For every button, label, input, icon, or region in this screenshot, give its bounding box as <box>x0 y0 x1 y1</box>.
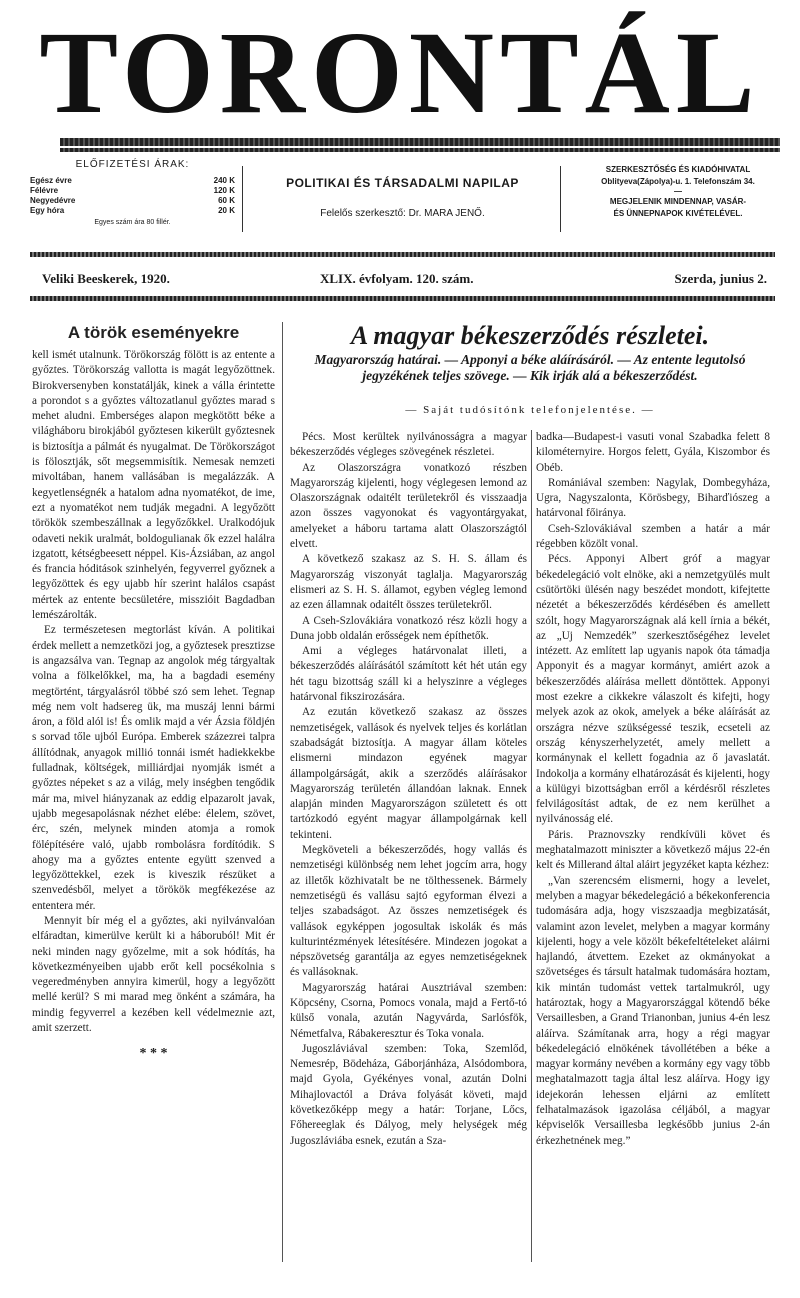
price-row: Félévre 120 K <box>30 186 235 195</box>
paragraph: Romániával szemben: Nagylak, Dombegyháza, Ugra, Nagyszalonta, Körösbegy, Biharďiószeg a határvonal főiránya. <box>536 476 770 520</box>
paragraph: Cseh-Szlovákiával szemben a határ a már régebben közölt vonal. <box>536 522 770 551</box>
column-divider <box>531 430 532 1262</box>
left-article-heading: A török eseményekre <box>67 323 240 342</box>
paragraph: A Cseh-Szlovákiára vonatkozó rész közli hogy a Duna jobb oldalán erősségek nem építhetők. <box>290 614 527 642</box>
header-rule <box>30 252 775 257</box>
paragraph: kell ismét utalnunk. Törökország fölött is az entente a győztes. Törökország vallotta is magát legyőzöttnek. Birokversenyben konstatálják, kinek a válla érintette a porondot s a győztes változatlanul győztes marad s mehet aludni. Emberséges alapon megkötött béke a világháboru birokjából győztesen kikerült győztesnek is biztosítja a pálmát és nyugalmat. De Törökországot is fölosztják, sőt megsemmisítik. Nemesak nemzeti mivoltában, hanem vallásában is megalázzák. A kegyetlenségnék a hatalom adna nyomatékot, de ime, ezt a nyomatékot nem tudják megadni. A legyőzött törökök szembeszállnak a legyőzőkkel. Uralkodójuk odaveti nekik uralmát, boldogulianak ők ezzel halálra izgatott, kétségbeesett néppel. Kis-Ázsiában, az angol és francia hóditások szinhelyén, fegyverrel győznek a legyőzöttek és egy ujabb hír szerint halálos csapást mértek az entente becsületére, misszióit Bagdadban lemészárolták. <box>32 349 275 622</box>
paragraph: Páris. Praznovszky rendkívüli követ és meghatalmazott miniszter a következő május 22-én kelt és Millerand által aláirt jegyzéket kapta kézhez: <box>536 828 770 872</box>
paragraph: badka—Budapest-i vasuti vonal Szabadka felett 8 kilométernyire. Horgos felett, Gyála, Kiszombor és Obéb. <box>536 431 770 474</box>
editor-line: Felelős szerkesztő: Dr. MARA JENŐ. <box>320 208 485 219</box>
info-bar <box>30 160 775 256</box>
dateline-day: Szerda, junius 2. <box>674 271 767 286</box>
paragraph: „Van szerencsém elismerni, hogy a levelet, melyben a magyar békedelegáció a békekonferencia tudomására adja, hogy viszszaadja megbizatását, valamint azon levelet, melyben a magyar kormány kijelenti, hogy a vele közölt békefeltételeket aláirni hajlandó, átvettem. Ezeket az okmányokat a szövetséges és társult hatalmak tudomására hoztam, kik mintán tudomást vettek tartalmukról, ugy határoztak, hogy a Magyarországgal kötendő béke Versaillesben, a Grand Trianonban, junius 4-én lesz aláírva. Számítanak arra, hogy a régi magyar békedelegáció elnökének távollétében a béke a magyar kormány nevében a kormány egy vagy több meghatalmazott tagja által lesz aláírva. Hogy igy idejekorán lehessen eljárni az említett felhatalmazások igazolása céljából, a magyar képviselők Versaillesba legkésőbb junius 2-án érkezhetnének meg.” <box>536 874 770 1147</box>
paper-subtitle: POLITIKAI ÉS TÁRSADALMI NAPILAP <box>286 176 519 190</box>
paragraph: Ami a végleges határvonalat illeti, a békeszerződés aláírásától számított két hét után egy hét tagu bizottság száll ki a helyszinre a végleges határvonal fikszirozására. <box>290 645 527 704</box>
main-article-subtitle: Magyarország határai. — Apponyi a béke aláírásáról. — Az entente legutolsó jegyzékének teljes szövege. — Kik irják alá a békeszerződést. <box>314 352 746 383</box>
dateline-place: Veliki Beeskerek, 1920. <box>42 271 170 286</box>
paragraph: A következő szakasz az S. H. S. állam és Magyarország viszonyát taglalja. Magyarország elismeri az S. H. S. államot, egyben végleg lemond az ezen államnak odaitélt összes területekről. <box>290 553 527 612</box>
main-article-column-1 <box>290 430 527 1149</box>
masthead-rule <box>60 138 780 146</box>
info-divider <box>560 166 561 232</box>
paragraph: Az ezután következő szakasz az összes nemzetiségek, vallások és nyelvek teljes és korlátlan szabadságát biztosítja. A magyar állam köteles elismerni mindazon egyének magyar állampolgárságát, akik a szerződés aláírásakor Magyarország területén állandóan laknak. Ennek alapján minden Magyarországon született és ott tartózkodó egyént magyar állampolgárnak kell tekinteni. <box>290 706 527 841</box>
office-info: SZERKESZTŐSÉG ÉS KIADÓHIVATAL Oblityeva(Zápolya)-u. 1. Telefonszám 34. — MEGJELENIK MINDENNAP, VASÁR- ÉS ÜNNEPNAPOK KIVÉTELÉVEL. <box>601 165 755 218</box>
info-divider <box>242 166 243 232</box>
paragraph: Az Olaszországra vonatkozó részben Magyarország kijelenti, hogy véglegesen lemond az Olaszországnak odaitélt területekről és visszaadja azon összes vagyonokat és vagyontárgyakat, amelyeket a háboru tartama alatt Olaszországtól elvett. <box>290 461 527 551</box>
paragraph: Mennyit bír még el a győztes, aki nyilvánvalóan elfáradtan, kimerülve került ki a háboruból! Mit ér neki minden nagy győzelme, mit a sok hódítás, ha következményeiben ujabb erőt kell pocsékolnia s vegeredményben annyira kimerül, hogy a legyőzött mellé kerül? S mi marad meg önként a számára, ha mindig fegyverrel a kezében kell védelmeznie azt, amit szerzett. <box>32 914 275 1035</box>
paragraph: Megköveteli a békeszerződés, hogy vallás és nemzetiségi különbség nem lehet jogcím arra, hogy az illetők közhivatalt be ne tölthessenek. Bármely nemzetiségü és vallásu sajtó egyforman élvezi a teljes szabadságot. Az összes nemzetiségek és vallások egyképpen jogosultak iskolák és más kulturintézmények létesítésére. Mindezen jogokat a népszövetség garantálja az egyes nemzetiségeknek és vallásoknak. <box>290 844 527 979</box>
subscription-prices <box>30 160 235 228</box>
main-article-column-2 <box>536 430 770 1149</box>
paragraph: Magyarország határai Ausztriával szemben: Köpcsény, Csorna, Pomocs vonala, majd a Fertő-tó külső vonala, azután Nagyvárda, Sarlósfök, Németfalva, Rábakeresztur és Toka vonala. <box>290 981 527 1040</box>
single-copy-price: Egyes szám ára 80 fillér. <box>94 219 171 226</box>
price-row: Negyedévre 60 K <box>30 196 235 205</box>
paper-info <box>250 176 555 219</box>
dateline-rule <box>30 296 775 301</box>
main-article-title: A magyar békeszerződés részletei. <box>350 321 710 350</box>
prices-title: ELŐFIZETÉSI ÁRAK: <box>75 159 190 170</box>
dateline-issue: XLIX. évfolyam. 120. szám. <box>320 271 474 286</box>
paragraph: Ez természetesen megtorlást kíván. A politikai érdek mellett a nemzetközi jog, a győztesek presztizse is angazsálva van. Tegnap az angolok még tárgyaltak volna a fölkelőkkel, ma, ha a bagdadi esemény megtörtént, tárgyalásról többé szó sem lehet. Tegnap még nem volt hadsereg ük, ma muszáj lenni bármi áron, a föld alól is! És omlik majd a vér Ázsia földjén s sorvad tőle ujból Európa. Emberek százezrei talpra állítódnak, anyagok millió tonnái ismét hadiekkekbe fulladnak, költségek, milliárdjai nyomják ismét a győztes népeket s az a világ, mely inségben tengődik már ma, mivel hiányzanak az eddig elpazarolt javak, ujabb megesapolásnak nézhet elébe: élelem, szövet, érc, szén, melynek minden atomja a romok fölépítésére való, ujabb rombolásra fordítódik. S ahogy ma a győztes entente együtt szenved a legyőzöttekkel, ezek is kiveszik részüket a szenvedésből, melyet a törökök megfékezése az ententera mér. <box>32 624 275 912</box>
masthead-title: TORONTÁL <box>39 7 761 138</box>
paragraph: Pécs. Most kerültek nyilvánosságra a magyar békeszerződés végleges szövegének részletei. <box>290 431 527 459</box>
paragraph: Jugoszláviával szemben: Toka, Szemlőd, Nemesrép, Bödeháza, Gáborjánháza, Alsódombora, majd Gyola, Gyékényes vonal, azután Dolni Mihajlovactól a Dráva folyását követi, majd következőképp megy a határ: Torjane, Lőcs, Főhereeglak és Dályog, mely helységek még Jugoszláviába esnek, ezután a Sza- <box>290 1042 527 1147</box>
price-row: Egész évre 240 K <box>30 176 235 185</box>
main-article-byline: — Saját tudósítónk telefonjelentése. — <box>405 404 655 416</box>
left-article <box>32 322 275 1062</box>
masthead-rule-thin <box>60 148 780 152</box>
price-row: Egy hóra 20 K <box>30 206 235 215</box>
paragraph: Pécs. Apponyi Albert gróf a magyar békedelegáció volt elnöke, aki a nemzetgyülés mult csütörtöki ülésén nagy beszédet mondott, kifejtette nézetét a békeszerződés kérdésében és amellett szólt, hogy Magyarországnak alá kell írnia a békét, az „Uj Nemzedék” szerkesztőségéhez levelet intézett. Az említett lap ugyanis napok óta támadja Apponyit és a magyar kormányt, amiért azok a békeszerződés aláírása mellett döntöttek. Apponyi most ezekre a cikkekre válaszolt és kifejti, hogy melyek azok az okok, amelyek a béke aláírását az országra nézve szükségessé teszik, ecseteli az ország kényszerhelyzetét, amely mellett a kormánynak el kellett fogadnia az ő javaslatát. Indokolja a kormány elhatározását és kijelenti, hogy a külügyi bizottságban erről a kérdésről részletes felvilágosítást adtak, de ez nem kerülhet a nyilvánosság elé. <box>536 553 770 826</box>
stars-divider: * * * <box>139 1046 168 1062</box>
column-divider <box>282 322 283 1262</box>
